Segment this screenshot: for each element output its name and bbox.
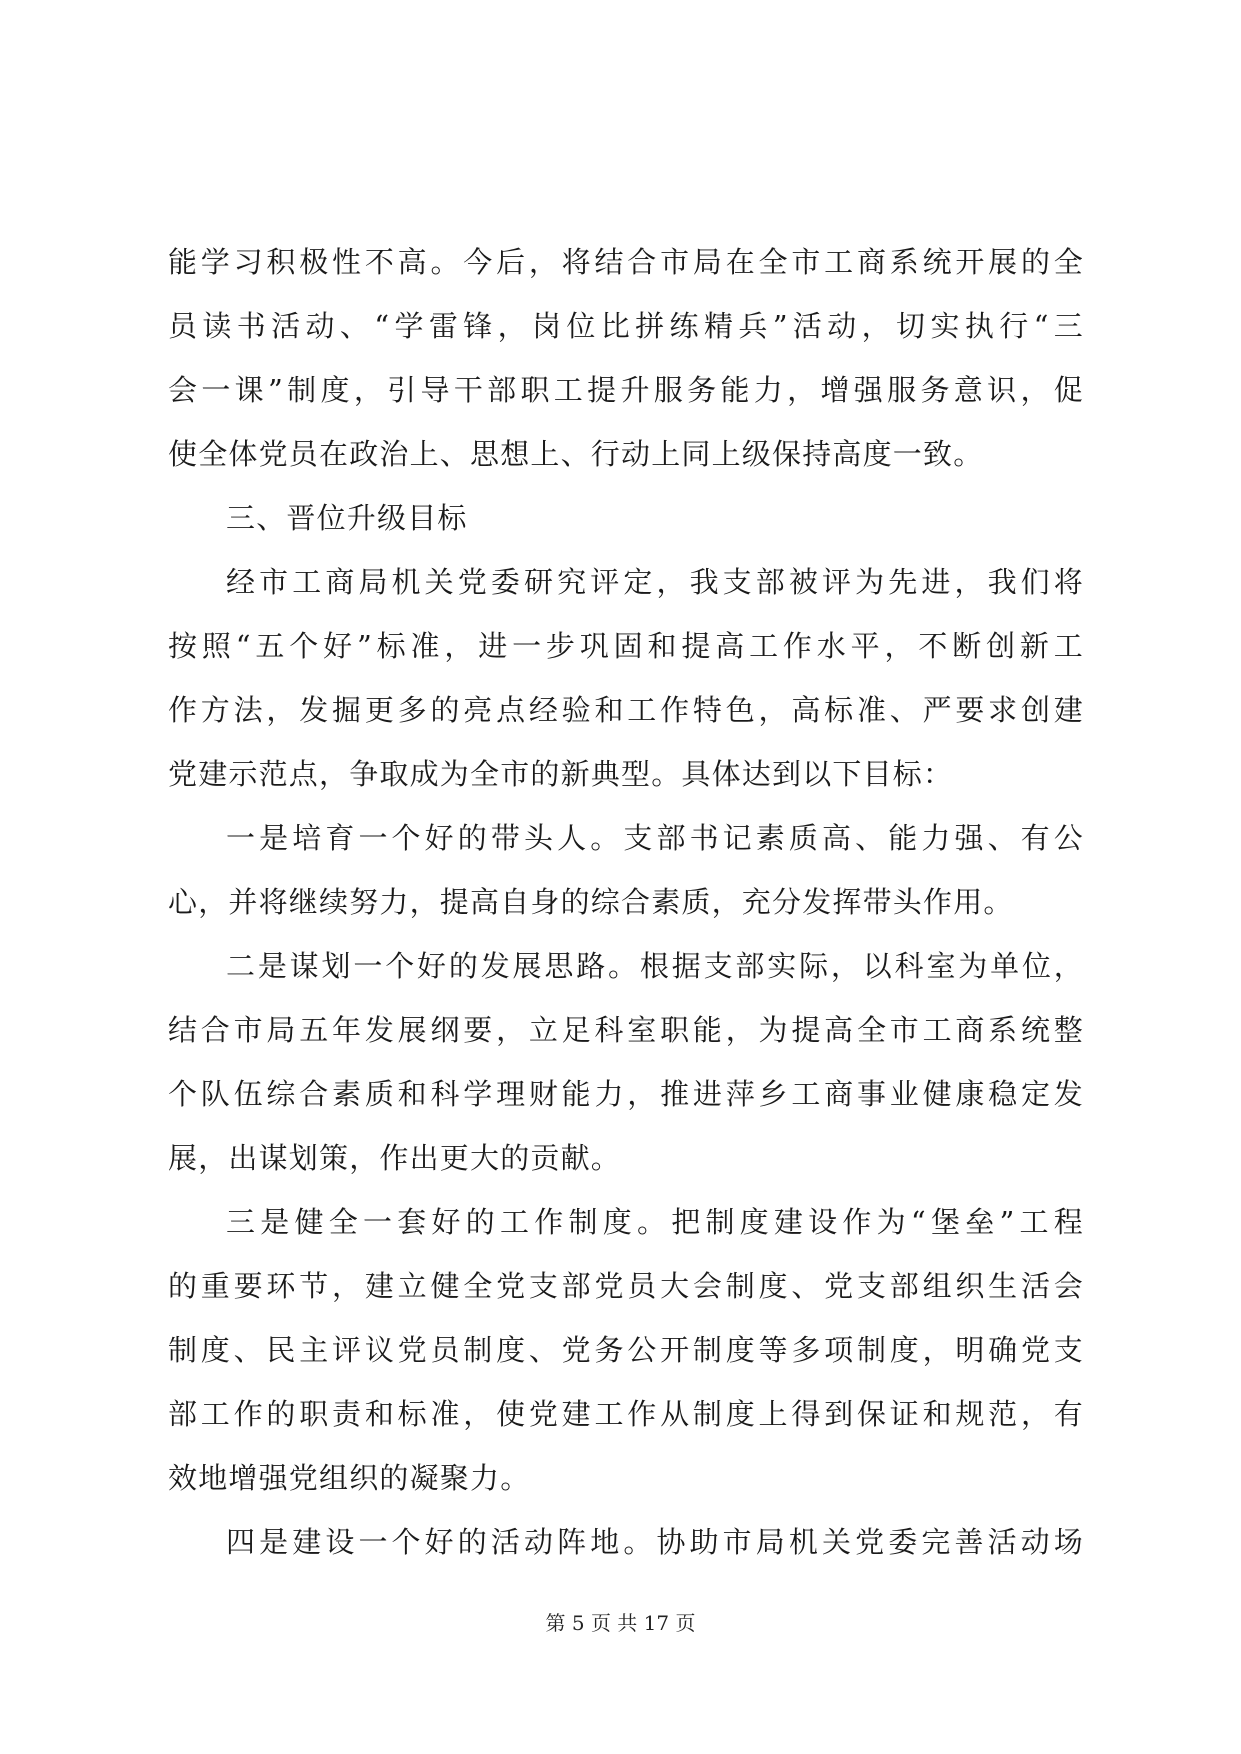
body-line: 二是谋划一个好的发展思路。根据支部实际，以科室为单位，	[226, 949, 1084, 983]
body-line: 按照“五个好”标准，进一步巩固和提高工作水平，不断创新工	[168, 629, 1084, 663]
body-line: 结合市局五年发展纲要，立足科室职能，为提高全市工商系统整	[168, 1013, 1084, 1047]
document-body	[168, 230, 1084, 1574]
body-line: 党建示范点，争取成为全市的新典型。具体达到以下目标：	[168, 757, 954, 791]
body-line: 制度、民主评议党员制度、党务公开制度等多项制度，明确党支	[168, 1333, 1084, 1367]
body-line: 一是培育一个好的带头人。支部书记素质高、能力强、有公	[226, 821, 1084, 855]
body-line: 三是健全一套好的工作制度。把制度建设作为“堡垒”工程	[226, 1205, 1084, 1239]
body-line: 部工作的职责和标准，使党建工作从制度上得到保证和规范，有	[168, 1397, 1084, 1431]
body-line: 效地增强党组织的凝聚力。	[168, 1461, 531, 1495]
body-line: 会一课”制度，引导干部职工提升服务能力，增强服务意识，促	[168, 373, 1084, 407]
page-number-footer: 第 5 页 共 17 页	[545, 1611, 696, 1635]
body-line: 展，出谋划策，作出更大的贡献。	[168, 1141, 622, 1175]
body-line: 使全体党员在政治上、思想上、行动上同上级保持高度一致。	[168, 437, 984, 471]
body-line: 作方法，发掘更多的亮点经验和工作特色，高标准、严要求创建	[168, 693, 1084, 727]
body-line: 个队伍综合素质和科学理财能力，推进萍乡工商事业健康稳定发	[168, 1077, 1084, 1111]
body-line: 经市工商局机关党委研究评定，我支部被评为先进，我们将	[226, 565, 1084, 599]
body-line: 能学习积极性不高。今后，将结合市局在全市工商系统开展的全	[168, 245, 1084, 279]
body-line: 心，并将继续努力，提高自身的综合素质，充分发挥带头作用。	[168, 885, 1014, 919]
section-heading: 三、晋位升级目标	[226, 501, 468, 535]
body-line: 员读书活动、“学雷锋，岗位比拼练精兵”活动，切实执行“三	[168, 309, 1084, 343]
body-line: 的重要环节，建立健全党支部党员大会制度、党支部组织生活会	[168, 1269, 1084, 1303]
body-line: 四是建设一个好的活动阵地。协助市局机关党委完善活动场	[226, 1525, 1084, 1559]
